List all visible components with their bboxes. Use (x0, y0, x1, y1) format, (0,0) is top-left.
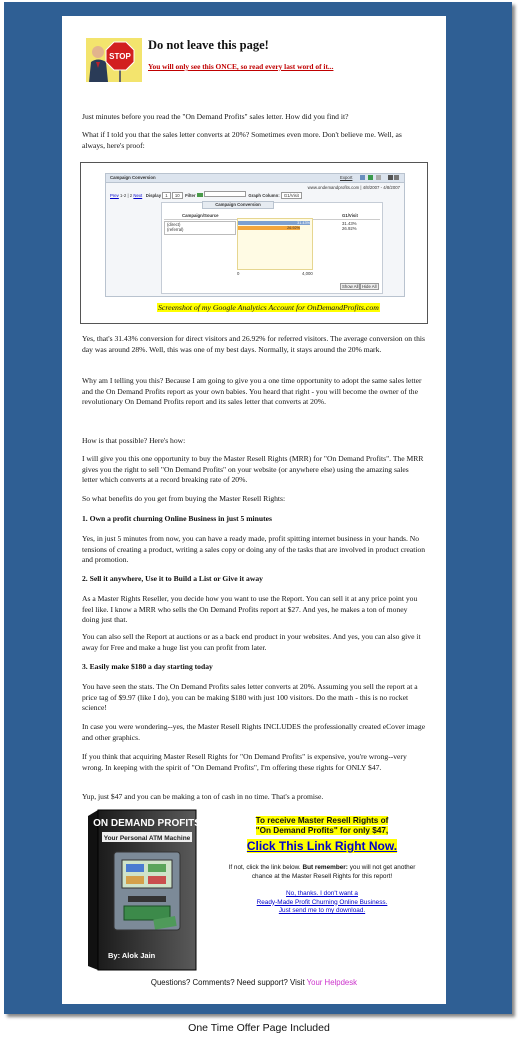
promise-paragraph: Yup, just $47 and you can be making a ton of cash in no time. That's a promise. (82, 792, 324, 801)
benefit-paragraph-2: As a Master Rights Reseller, you decide how you want to use the Report. You can sell it at any price point you feel like. I know a MRR who sells the On Demand Profits report at $27. And yes, he makes a ton of money doing just that. (82, 594, 418, 624)
proof-paragraph: What if I told you that the sales letter converts at 20%? Sometimes even more. Don't believe me. Well, as always, here's proof: (82, 130, 402, 150)
bar-referral-label: 26.92% (287, 226, 300, 230)
source-cells (164, 221, 236, 235)
decline-link[interactable] (222, 890, 422, 916)
benefits-intro: So what benefits do you get from buying the Master Resell Rights: (82, 494, 286, 503)
export-icons (360, 175, 400, 181)
graph-column-label: Graph Column: (248, 193, 280, 198)
stop-sign-image (86, 38, 142, 82)
decline-line-2: Ready-Made Profit Churning Online Business. (256, 898, 388, 906)
decline-line-3: Just send me to my download. (278, 907, 366, 914)
cta-wrapper (222, 837, 422, 855)
ecover-image (84, 806, 200, 974)
offer-block (222, 816, 422, 916)
decline-warning (222, 863, 422, 881)
stop-sign-text: STOP (109, 52, 131, 61)
benefit-paragraph-3: You can also sell the Report at auctions or as a back end product in your websites. And yes, you can also give it away for Free and make a huge list you can profit from later. (82, 632, 421, 652)
hide-all-button: Hide All (362, 284, 377, 289)
warning-bold: But remember: (302, 864, 348, 871)
value-direct: 31.43% (342, 221, 357, 226)
col-campaign-source: Campaign/Source (182, 213, 219, 218)
how-paragraph: How is that possible? Here's how: (82, 436, 186, 445)
intro-paragraph: Just minutes before you read the "On Demand Profits" sales letter. How did you find it? (82, 112, 349, 121)
bar-direct (238, 221, 310, 225)
image-caption: One Time Offer Page Included (188, 1022, 330, 1034)
analytics-site-line: www.ondemandprofits.com | 4/8/2007 - 4/8/2007 (307, 185, 400, 190)
ecover-paragraph: In case you were wondering--yes, the Master Resell Rights INCLUDES the professionally created eCover image and other graphics. (82, 722, 426, 742)
benefit-paragraph-4: You have seen the stats. The On Demand Profits sales letter converts at 20%. Assuming you sell the report at a price tag of $9.97 (like I do), you can be making $180 with just 100 visitors. Do the math - this is no rocket science! (82, 682, 418, 712)
screenshot-caption: Screenshot of my Google Analytics Account for OnDemandProfits.com (158, 303, 379, 312)
benefit-heading-1: 1. Own a profit churning Online Business in just 5 minutes (82, 514, 272, 523)
display-label: Display (145, 193, 162, 198)
prev-link: Prev (110, 193, 119, 198)
graph-column-select: G1/Visit (281, 192, 302, 199)
source-referral: (referral) (167, 227, 184, 232)
axis-max: 4,000 (302, 271, 313, 276)
offer-line-1: To receive Master Resell Rights of (255, 816, 389, 825)
offer-line-2: "On Demand Profits" for only $47, (255, 826, 389, 835)
helpdesk-link[interactable]: Your Helpdesk (306, 978, 358, 987)
display-count-field: 10 (172, 192, 183, 199)
analytics-toolbar-title: Campaign Conversion (110, 175, 156, 180)
show-all-button: Show All (342, 284, 359, 289)
conversion-table-title: Campaign Conversion (202, 201, 274, 209)
bar-direct-label: 31.43% (297, 221, 310, 225)
product-ecover (84, 806, 200, 974)
axis-min: 0 (237, 271, 240, 276)
page-subtitle: You will only see this ONCE, so read every last word of it... (148, 62, 334, 71)
conversion-table (161, 202, 383, 294)
next-link: Next (133, 193, 143, 198)
source-direct: (direct) (167, 222, 181, 227)
stats-paragraph: Yes, that's 31.43% conversion for direct visitors and 26.92% for referred visitors. The average conversion on this day was around 28%. Well, this was one of my best days. Normally, it stays around the 20% mark. (82, 334, 425, 354)
support-text: Questions? Comments? Need support? Visit (150, 978, 307, 987)
ecover-subtitle: Your Personal ATM Machine (103, 835, 191, 842)
display-start-field: 1 (162, 192, 170, 199)
support-line (62, 978, 446, 987)
benefit-paragraph-1: Yes, in just 5 minutes from now, you can have a ready made, profit spitting internet business in your hands. No tensions of creating a product, writing a sales copy or doing any of the tasks that are involved in product creation and promotion. (82, 534, 426, 564)
why-paragraph: Why am I telling you this? Because I am going to give you a one time opportunity to adopt the same sales letter and the On Demand Profits report as your own babies. You heard that right - you will become the owner of the revolutionary On Demand Profits report and its sales letter that converts at 20%. (82, 376, 422, 406)
value-referral: 26.92% (342, 226, 357, 231)
offer-page (62, 16, 446, 1004)
mrr-paragraph: I will give you this one opportunity to buy the Master Resell Rights (MRR) for "On Demand Profits". The MRR gives you the right to sell "On Demand Profits" on your website (or anywhere else) using the amazing sales letter which converts at a record breaking rate of 20%. (82, 454, 424, 484)
page-indicator: 1-2 | 2 (120, 193, 133, 198)
filter-label: Filter (185, 193, 196, 198)
filter-input (204, 191, 246, 197)
buy-now-link[interactable]: Click This Link Right Now. (246, 839, 398, 853)
analytics-toolbar (106, 174, 404, 183)
filter-icon (197, 193, 203, 197)
export-link: Export (340, 175, 353, 180)
decline-line-1: No, thanks. I don't want a (286, 890, 358, 897)
benefit-heading-2: 2. Sell it anywhere, Use it to Build a List or Give it away (82, 574, 263, 583)
analytics-screenshot (80, 162, 428, 324)
warning-pre: If not, click the link below. (228, 864, 303, 871)
bar-referral (238, 226, 300, 230)
ecover-author: By: Alok Jain (108, 951, 156, 960)
analytics-controls (110, 191, 302, 198)
analytics-panel (105, 173, 405, 297)
col-g1-visit: G1/Visit (342, 213, 358, 218)
offer-intro (222, 816, 422, 836)
page-title: Do not leave this page! (148, 38, 269, 52)
stop-sign-icon (86, 38, 142, 82)
page-frame (4, 2, 512, 1014)
ecover-title: ON DEMAND PROFITS (93, 818, 200, 829)
price-paragraph: If you think that acquiring Master Resell Rights for "On Demand Profits" is expensive, you're wrong--very wrong. In keeping with the spirit of "On Demand Profits", I'm offering these rights for ONLY $47. (82, 752, 407, 772)
benefit-heading-3: 3. Easily make $180 a day starting today (82, 662, 213, 671)
warning-post: you will not get another chance at the Master Resell Rights for this report! (251, 864, 416, 880)
